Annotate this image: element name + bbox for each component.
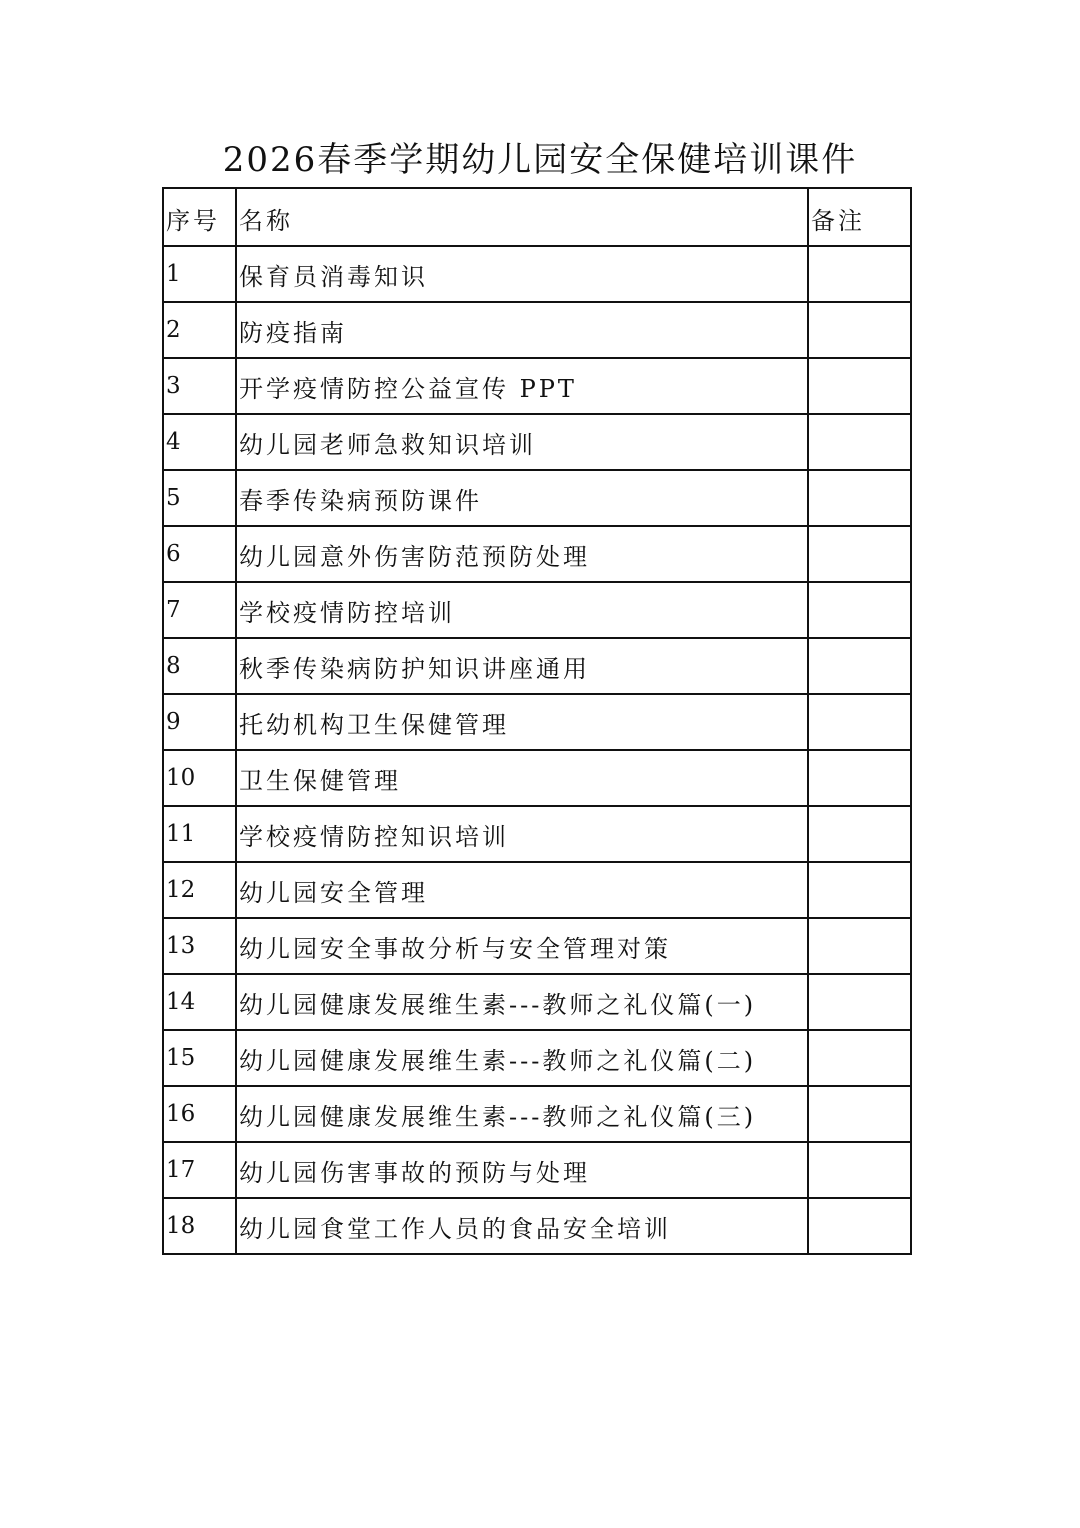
row-name: 托幼机构卫生保健管理 [236, 694, 808, 750]
row-index: 9 [163, 694, 236, 750]
row-name: 幼儿园健康发展维生素---教师之礼仪篇(一) [236, 974, 808, 1030]
row-index: 7 [163, 582, 236, 638]
row-name: 卫生保健管理 [236, 750, 808, 806]
row-remark [808, 526, 911, 582]
header-name: 名称 [236, 188, 808, 246]
row-remark [808, 302, 911, 358]
row-name: 春季传染病预防课件 [236, 470, 808, 526]
row-remark [808, 806, 911, 862]
header-index: 序号 [163, 188, 236, 246]
table-row [163, 358, 911, 414]
table-row [163, 862, 911, 918]
table-header-row [163, 188, 911, 246]
table-row [163, 1198, 911, 1254]
row-index: 14 [163, 974, 236, 1030]
row-index: 10 [163, 750, 236, 806]
row-name: 学校疫情防控培训 [236, 582, 808, 638]
row-index: 13 [163, 918, 236, 974]
row-remark [808, 1086, 911, 1142]
row-index: 1 [163, 246, 236, 302]
row-remark [808, 358, 911, 414]
row-remark [808, 862, 911, 918]
row-remark [808, 750, 911, 806]
row-name: 防疫指南 [236, 302, 808, 358]
row-name: 幼儿园伤害事故的预防与处理 [236, 1142, 808, 1198]
row-remark [808, 582, 911, 638]
row-index: 5 [163, 470, 236, 526]
table-row [163, 638, 911, 694]
course-table [162, 187, 912, 1255]
document-title: 2026春季学期幼儿园安全保健培训课件 [222, 140, 858, 180]
row-name: 幼儿园意外伤害防范预防处理 [236, 526, 808, 582]
row-remark [808, 470, 911, 526]
table-row [163, 582, 911, 638]
row-remark [808, 1142, 911, 1198]
row-index: 11 [163, 806, 236, 862]
row-remark [808, 246, 911, 302]
table-row [163, 470, 911, 526]
row-remark [808, 414, 911, 470]
table-row [163, 974, 911, 1030]
table-row [163, 302, 911, 358]
row-index: 12 [163, 862, 236, 918]
row-name: 幼儿园健康发展维生素---教师之礼仪篇(三) [236, 1086, 808, 1142]
row-name: 幼儿园老师急救知识培训 [236, 414, 808, 470]
table-row [163, 246, 911, 302]
row-remark [808, 1030, 911, 1086]
row-remark [808, 1198, 911, 1254]
row-index: 17 [163, 1142, 236, 1198]
table-row [163, 806, 911, 862]
row-index: 15 [163, 1030, 236, 1086]
row-index: 16 [163, 1086, 236, 1142]
row-index: 3 [163, 358, 236, 414]
table-row [163, 1142, 911, 1198]
row-name: 开学疫情防控公益宣传 PPT [236, 358, 808, 414]
row-remark [808, 974, 911, 1030]
course-table-body [163, 188, 911, 1254]
row-remark [808, 694, 911, 750]
row-remark [808, 918, 911, 974]
table-row [163, 750, 911, 806]
row-name: 学校疫情防控知识培训 [236, 806, 808, 862]
row-index: 2 [163, 302, 236, 358]
table-row [163, 414, 911, 470]
row-index: 8 [163, 638, 236, 694]
row-index: 4 [163, 414, 236, 470]
row-name: 幼儿园安全事故分析与安全管理对策 [236, 918, 808, 974]
table-row [163, 1030, 911, 1086]
table-row [163, 1086, 911, 1142]
row-name: 幼儿园食堂工作人员的食品安全培训 [236, 1198, 808, 1254]
row-name: 幼儿园安全管理 [236, 862, 808, 918]
row-name: 幼儿园健康发展维生素---教师之礼仪篇(二) [236, 1030, 808, 1086]
row-name: 秋季传染病防护知识讲座通用 [236, 638, 808, 694]
table-row [163, 694, 911, 750]
row-remark [808, 638, 911, 694]
table-row [163, 918, 911, 974]
table-row [163, 526, 911, 582]
header-remark: 备注 [808, 188, 911, 246]
row-index: 18 [163, 1198, 236, 1254]
row-index: 6 [163, 526, 236, 582]
row-name: 保育员消毒知识 [236, 246, 808, 302]
